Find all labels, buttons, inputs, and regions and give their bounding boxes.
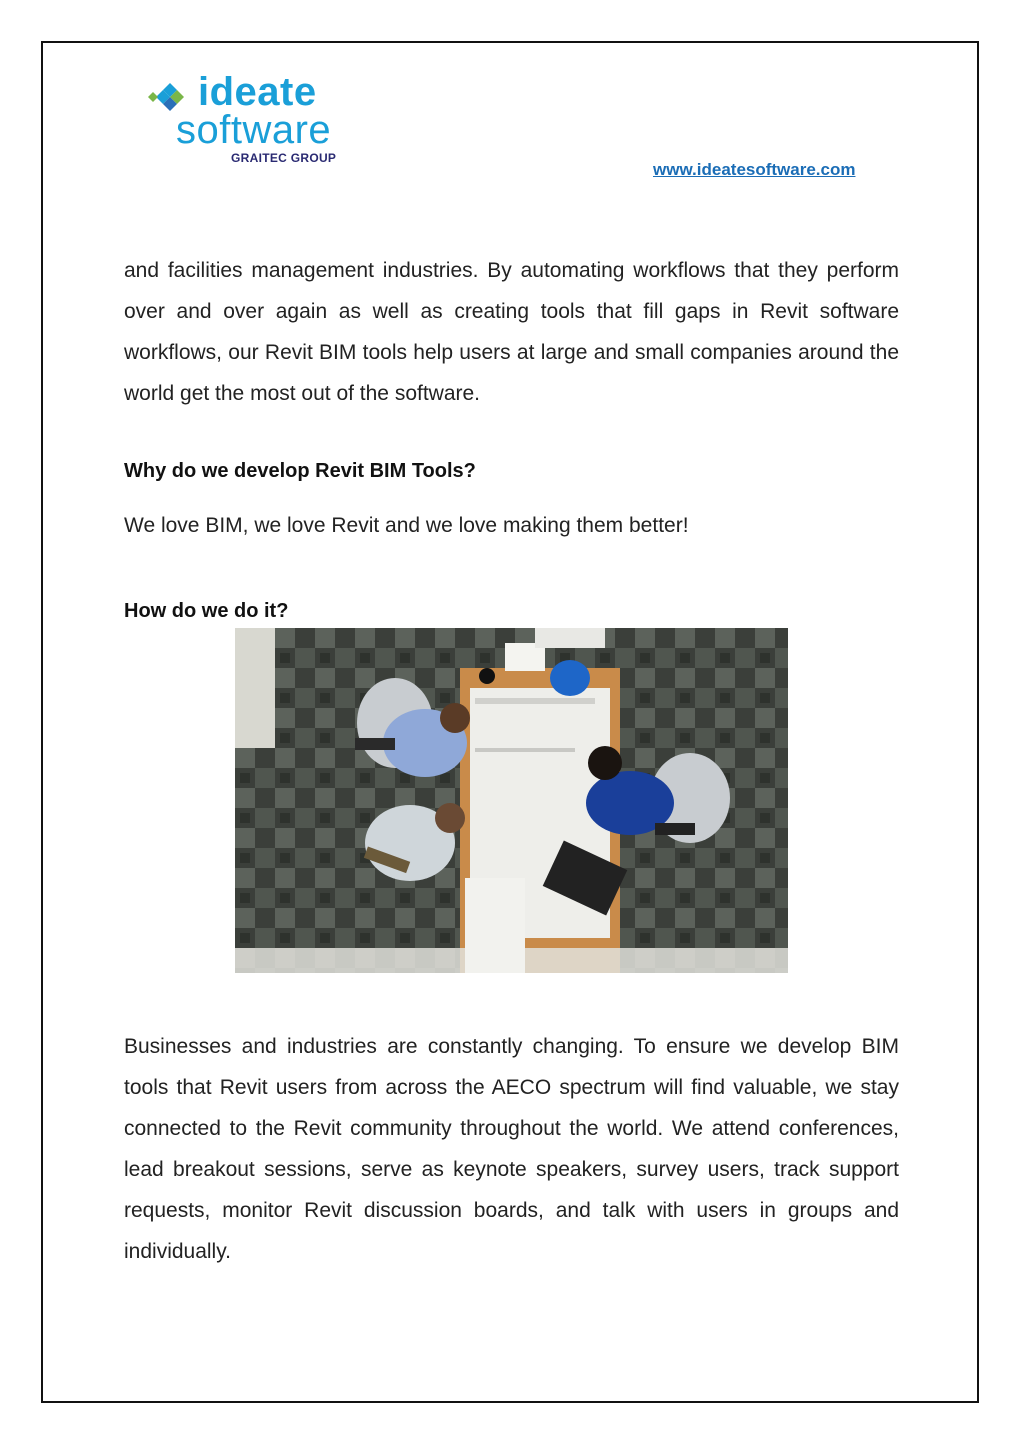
intro-paragraph: and facilities management industries. By automating workflows that they perform over and over again as well as creating tools that fill gaps in Revit software workflows, our Revit BIM tools help users at large and small companies around the world get the most out of the software. [124,259,899,405]
team-meeting-illustration [235,628,788,973]
heading-why: Why do we develop Revit BIM Tools? [124,460,476,482]
company-logo [148,72,363,168]
website-link[interactable]: www.ideatesoftware.com [653,160,856,179]
logo-word-ideate: ideate [198,70,317,114]
team-meeting-photo [235,628,788,973]
closing-paragraph: Businesses and industries are constantly changing. To ensure we develop BIM tools that Revit users from across the AECO spectrum will find valuable, we stay connected to the Revit community throughout the world. We attend conferences, lead breakout sessions, serve as keynote speakers, survey users, track support requests, monitor Revit discussion boards, and talk with users in groups and individually. [124,1035,899,1263]
logo-word-software: software [176,108,332,152]
logo-group-label: GRAITEC GROUP [231,151,337,165]
heading-how: How do we do it? [124,600,289,622]
love-statement: We love BIM, we love Revit and we love making them better! [124,514,689,537]
